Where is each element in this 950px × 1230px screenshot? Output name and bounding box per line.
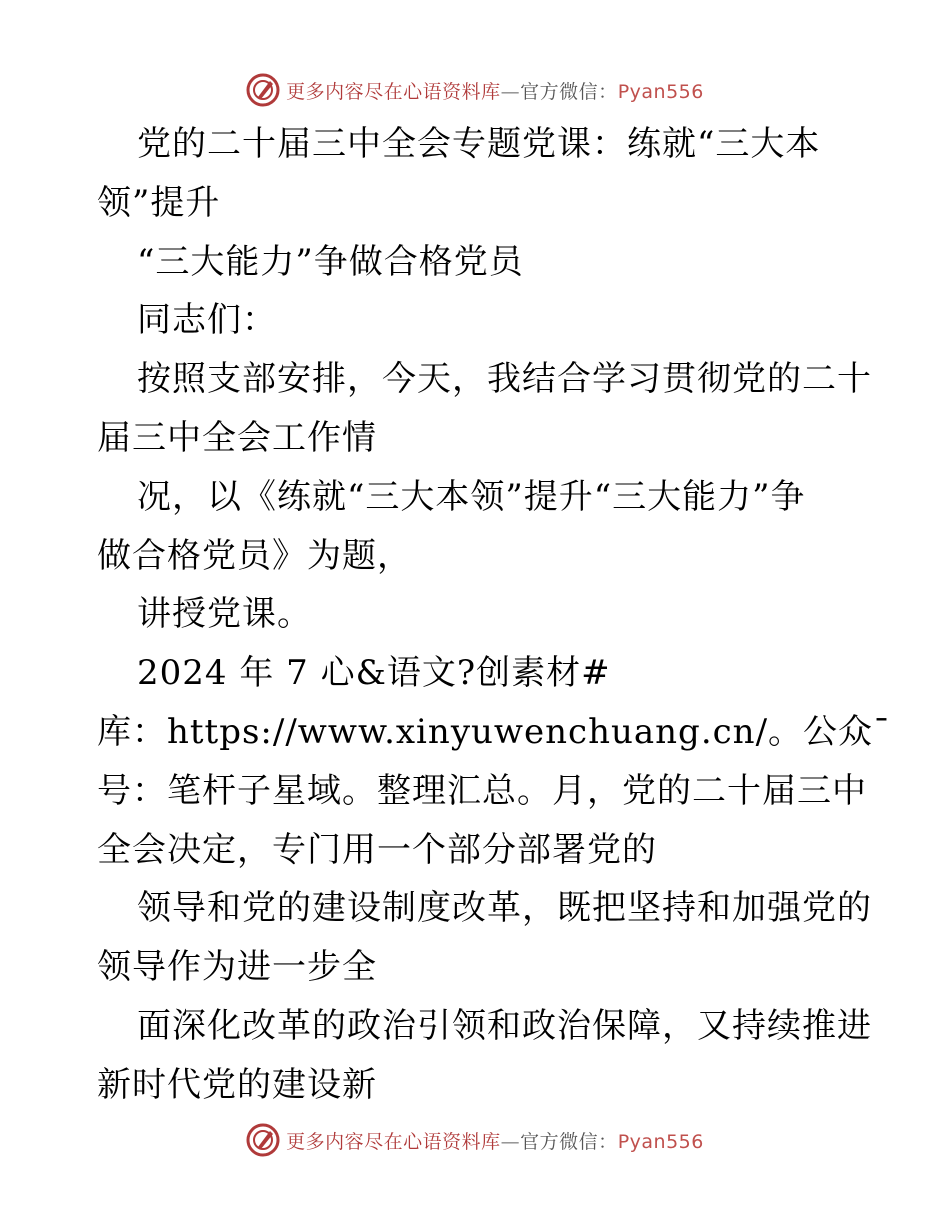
header-banner-wechat-id: Pyan556	[617, 80, 704, 103]
salutation: 同志们：	[137, 300, 277, 341]
paragraph-line: 届三中全会工作情	[97, 417, 377, 458]
paragraph-line: 全会决定，专门用一个部分部署党的	[97, 829, 657, 870]
footer-banner-label: 官方微信：	[520, 1130, 618, 1153]
header-banner-separator: —	[500, 80, 521, 103]
header-banner-main: 更多内容尽在心语资料库	[286, 80, 501, 103]
paragraph-line: 领导作为进一步全	[97, 947, 377, 988]
footer-banner-separator: —	[500, 1130, 521, 1153]
footer-banner-wechat-id: Pyan556	[617, 1130, 704, 1153]
document-body	[97, 115, 892, 1115]
footer-banner	[0, 1122, 950, 1158]
brand-logo-icon	[246, 73, 280, 107]
paragraph-line: 2024 年 7 心&语文?创素材#	[137, 653, 611, 694]
paragraph-line: 况，以《练就“三大本领”提升“三大能力”争	[137, 476, 806, 517]
title-line-1: 党的二十届三中全会专题党课：练就“三大本	[137, 124, 821, 164]
header-banner-label: 官方微信：	[520, 80, 618, 103]
brand-logo-icon	[246, 1123, 280, 1157]
header-banner-text	[286, 77, 704, 104]
title-line-3: “三大能力”争做合格党员	[137, 241, 524, 282]
paragraph-line: 库：https://www.xinyuwenchuang.cn/。公众¯	[97, 711, 892, 752]
paragraph-line: 按照支部安排，今天，我结合学习贯彻党的二十	[137, 359, 872, 400]
header-banner	[0, 72, 950, 108]
paragraph-line: 领导和党的建设制度改革，既把坚持和加强党的	[137, 888, 872, 929]
title-line-2: 领”提升	[97, 182, 221, 223]
footer-banner-main: 更多内容尽在心语资料库	[286, 1130, 501, 1153]
paragraph-line: 讲授党课。	[137, 594, 312, 635]
paragraph-line: 号：笔杆子星域。整理汇总。月，党的二十届三中	[97, 770, 867, 811]
paragraph-line: 新时代党的建设新	[97, 1064, 377, 1105]
footer-banner-text	[286, 1127, 704, 1154]
paragraph-line: 面深化改革的政治引领和政治保障，又持续推进	[137, 1005, 872, 1046]
paragraph-line: 做合格党员》为题，	[97, 535, 412, 576]
